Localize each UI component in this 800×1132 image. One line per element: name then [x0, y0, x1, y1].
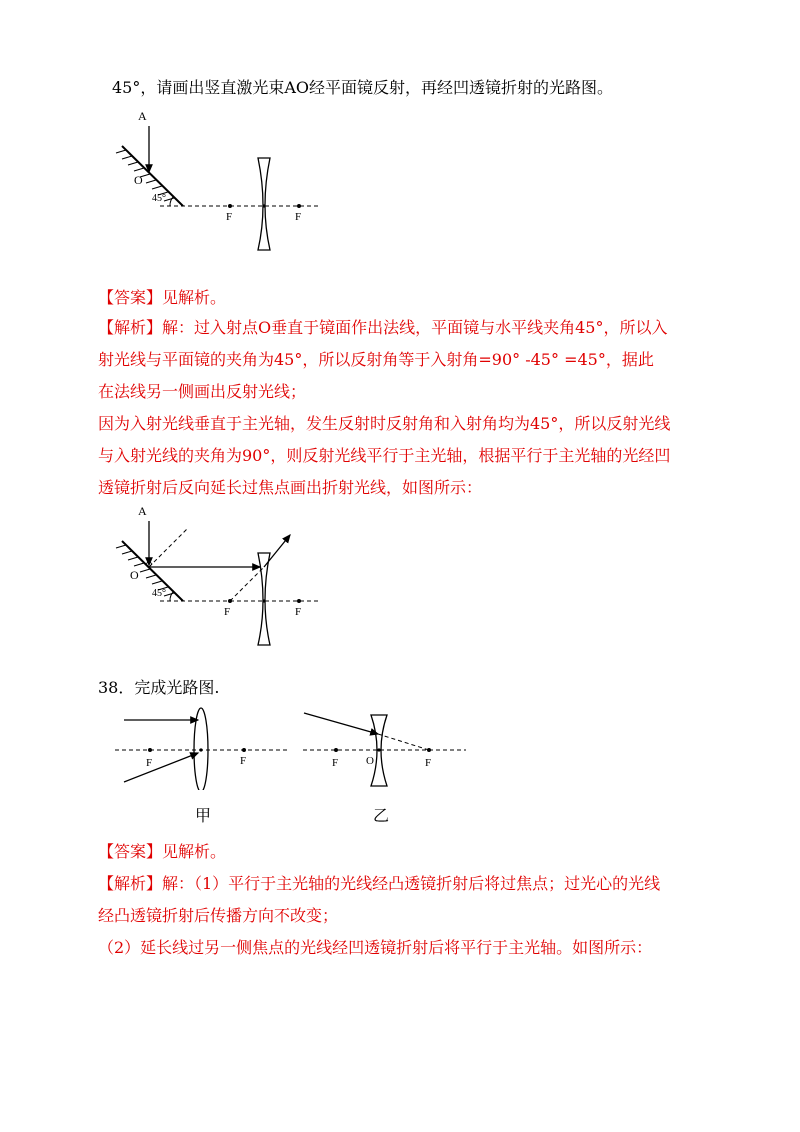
concave-lens	[258, 158, 270, 250]
refracted-ray	[264, 535, 290, 567]
q38-answer: 【答案】见解析。	[98, 842, 227, 861]
focus-left	[228, 599, 232, 603]
q37-analysis-line-2: 射光线与平面镜的夹角为45°，所以反射角等于入射角=90° -45° =45°，据此	[98, 350, 654, 369]
figure-q37-question	[100, 100, 340, 260]
label-a: A	[138, 504, 147, 518]
label-f-left: F	[332, 757, 339, 769]
label-f-right: F	[240, 755, 247, 767]
figure-q37-solution	[100, 495, 340, 655]
caption-yi: 乙	[373, 806, 390, 825]
q38-title: 38．完成光路图.	[98, 678, 220, 697]
label-o: O	[134, 173, 143, 187]
q37-analysis-line-4: 因为入射光线垂直于主光轴，发生反射时反射角和入射角均为45°，所以反射光线	[98, 414, 671, 433]
label-f-left: F	[224, 606, 231, 618]
lens-center	[262, 599, 265, 602]
label-f-right: F	[425, 757, 432, 769]
focus-right	[297, 204, 301, 208]
q37-analysis-line-3: 在法线另一侧画出反射光线；	[98, 382, 307, 401]
figure-q38-convex	[110, 700, 295, 790]
lens-center	[199, 748, 202, 751]
q37-intro: 45°，请画出竖直激光束AO经平面镜反射，再经凹透镜折射的光路图。	[112, 78, 614, 97]
q38-analysis-line-3: （2）延长线过另一侧焦点的光线经凹透镜折射后将平行于主光轴。如图所示：	[98, 938, 653, 957]
normal-line	[149, 528, 188, 567]
label-angle: 45°	[152, 588, 166, 599]
q37-analysis-line-1: 【解析】解：过入射点O垂直于镜面作出法线，平面镜与水平线夹角45°，所以入	[98, 318, 668, 337]
q37-answer: 【答案】见解析。	[98, 288, 227, 307]
q38-analysis-line-2: 经凸透镜折射后传播方向不改变；	[98, 906, 339, 925]
q38-analysis-line-1: 【解析】解：（1）平行于主光轴的光线经凸透镜折射后将过焦点；过光心的光线	[98, 874, 661, 893]
label-a: A	[138, 109, 147, 123]
incident-ray	[304, 713, 378, 734]
focus-left	[148, 748, 152, 752]
figure-q38-concave	[298, 700, 473, 790]
label-f-left: F	[226, 211, 233, 223]
focus-left	[228, 204, 232, 208]
label-o: O	[366, 755, 374, 767]
label-o: O	[130, 568, 139, 582]
extension-line	[378, 734, 429, 750]
lens-center	[262, 204, 265, 207]
label-angle: 45°	[152, 193, 166, 204]
label-f-right: F	[295, 606, 302, 618]
lens-center	[377, 748, 380, 751]
focus-right	[242, 748, 246, 752]
q37-analysis-line-6: 透镜折射后反向延长过焦点画出折射光线，如图所示：	[98, 478, 483, 497]
extension-line	[230, 567, 264, 601]
center-ray	[124, 753, 198, 782]
caption-jia: 甲	[195, 806, 212, 825]
label-f-right: F	[295, 211, 302, 223]
focus-right	[427, 748, 431, 752]
label-f-left: F	[146, 757, 153, 769]
focus-left	[334, 748, 338, 752]
focus-right	[297, 599, 301, 603]
q37-analysis-line-5: 与入射光线的夹角为90°，则反射光线平行于主光轴，根据平行于主光轴的光经凹	[98, 446, 671, 465]
